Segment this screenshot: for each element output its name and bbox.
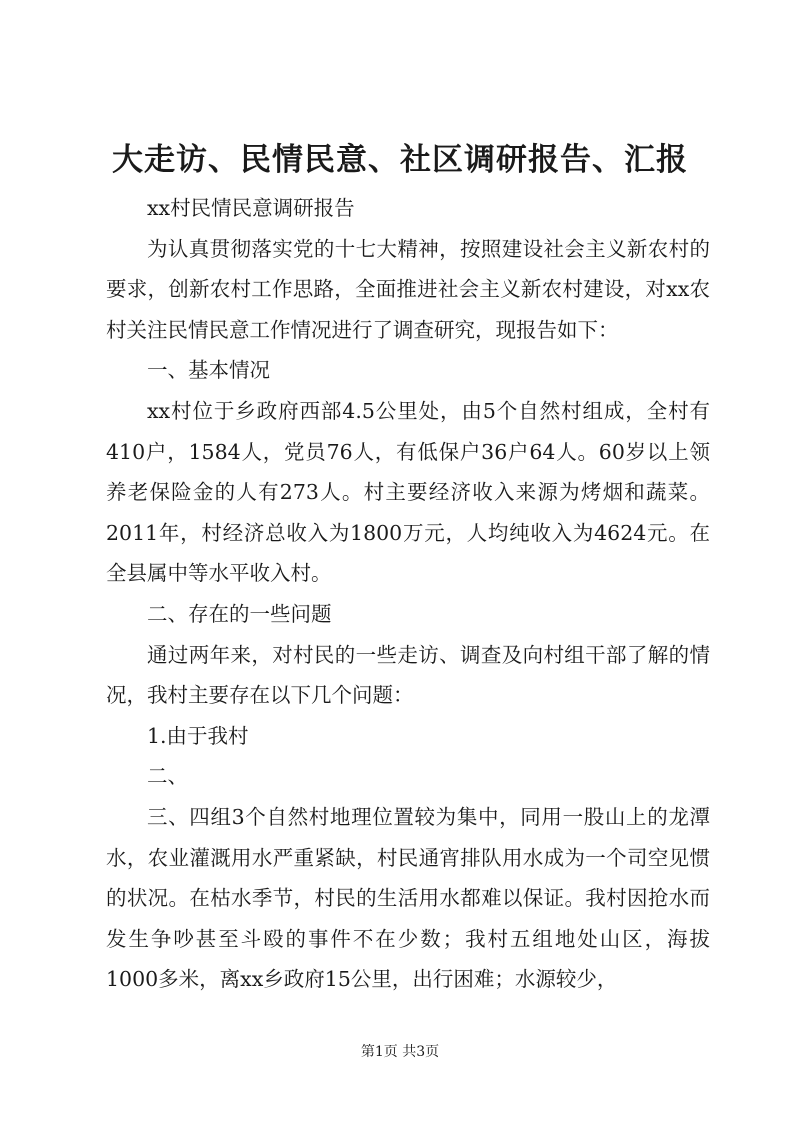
paragraph-problems-intro: 通过两年来，对村民的一些走访、调查及向村组干部了解的情况，我村主要存在以下几个问题： [106,642,710,708]
paragraph-item-3: 三、四组3个自然村地理位置较为集中，同用一股山上的龙潭水，农业灌溉用水严重紧缺，村民通宵排队用水成为一个司空见惯的状况。在枯水季节，村民的生活用水都难以保证。我村因抢水而发生争吵甚至斗殴的事件不在少数；我村五组地处山区，海拔1000多米，离xx乡政府15公里，出行困难；水源较少， [106,804,710,992]
document-body [106,188,710,1000]
document-title: 大走访、民情民意、社区调研报告、汇报 [112,142,688,178]
page-footer: 第1页 共3页 [360,1044,440,1060]
paragraph-subtitle: xx村民情民意调研报告 [147,196,355,220]
paragraph-item-2: 二、 [147,764,188,789]
paragraph-item-1: 1.由于我村 [147,723,249,748]
section-heading-basic-situation: 一、基本情况 [147,358,270,383]
paragraph-intro: 为认真贯彻落实党的十七大精神，按照建设社会主义新农村的要求，创新农村工作思路，全面推进社会主义新农村建设，对xx农村关注民情民意工作情况进行了调查研究，现报告如下： [106,236,710,342]
section-heading-problems: 二、存在的一些问题 [147,601,332,626]
paragraph-basic-situation: xx村位于乡政府西部4.5公里处，由5个自然村组成，全村有410户，1584人，党员76人，有低保户36户64人。60岁以上领养老保险金的人有273人。村主要经济收入来源为烤烟和蔬菜。2011年，村经济总收入为1800万元，人均纯收入为4624元。在全县属中等水平收入村。 [106,398,710,586]
